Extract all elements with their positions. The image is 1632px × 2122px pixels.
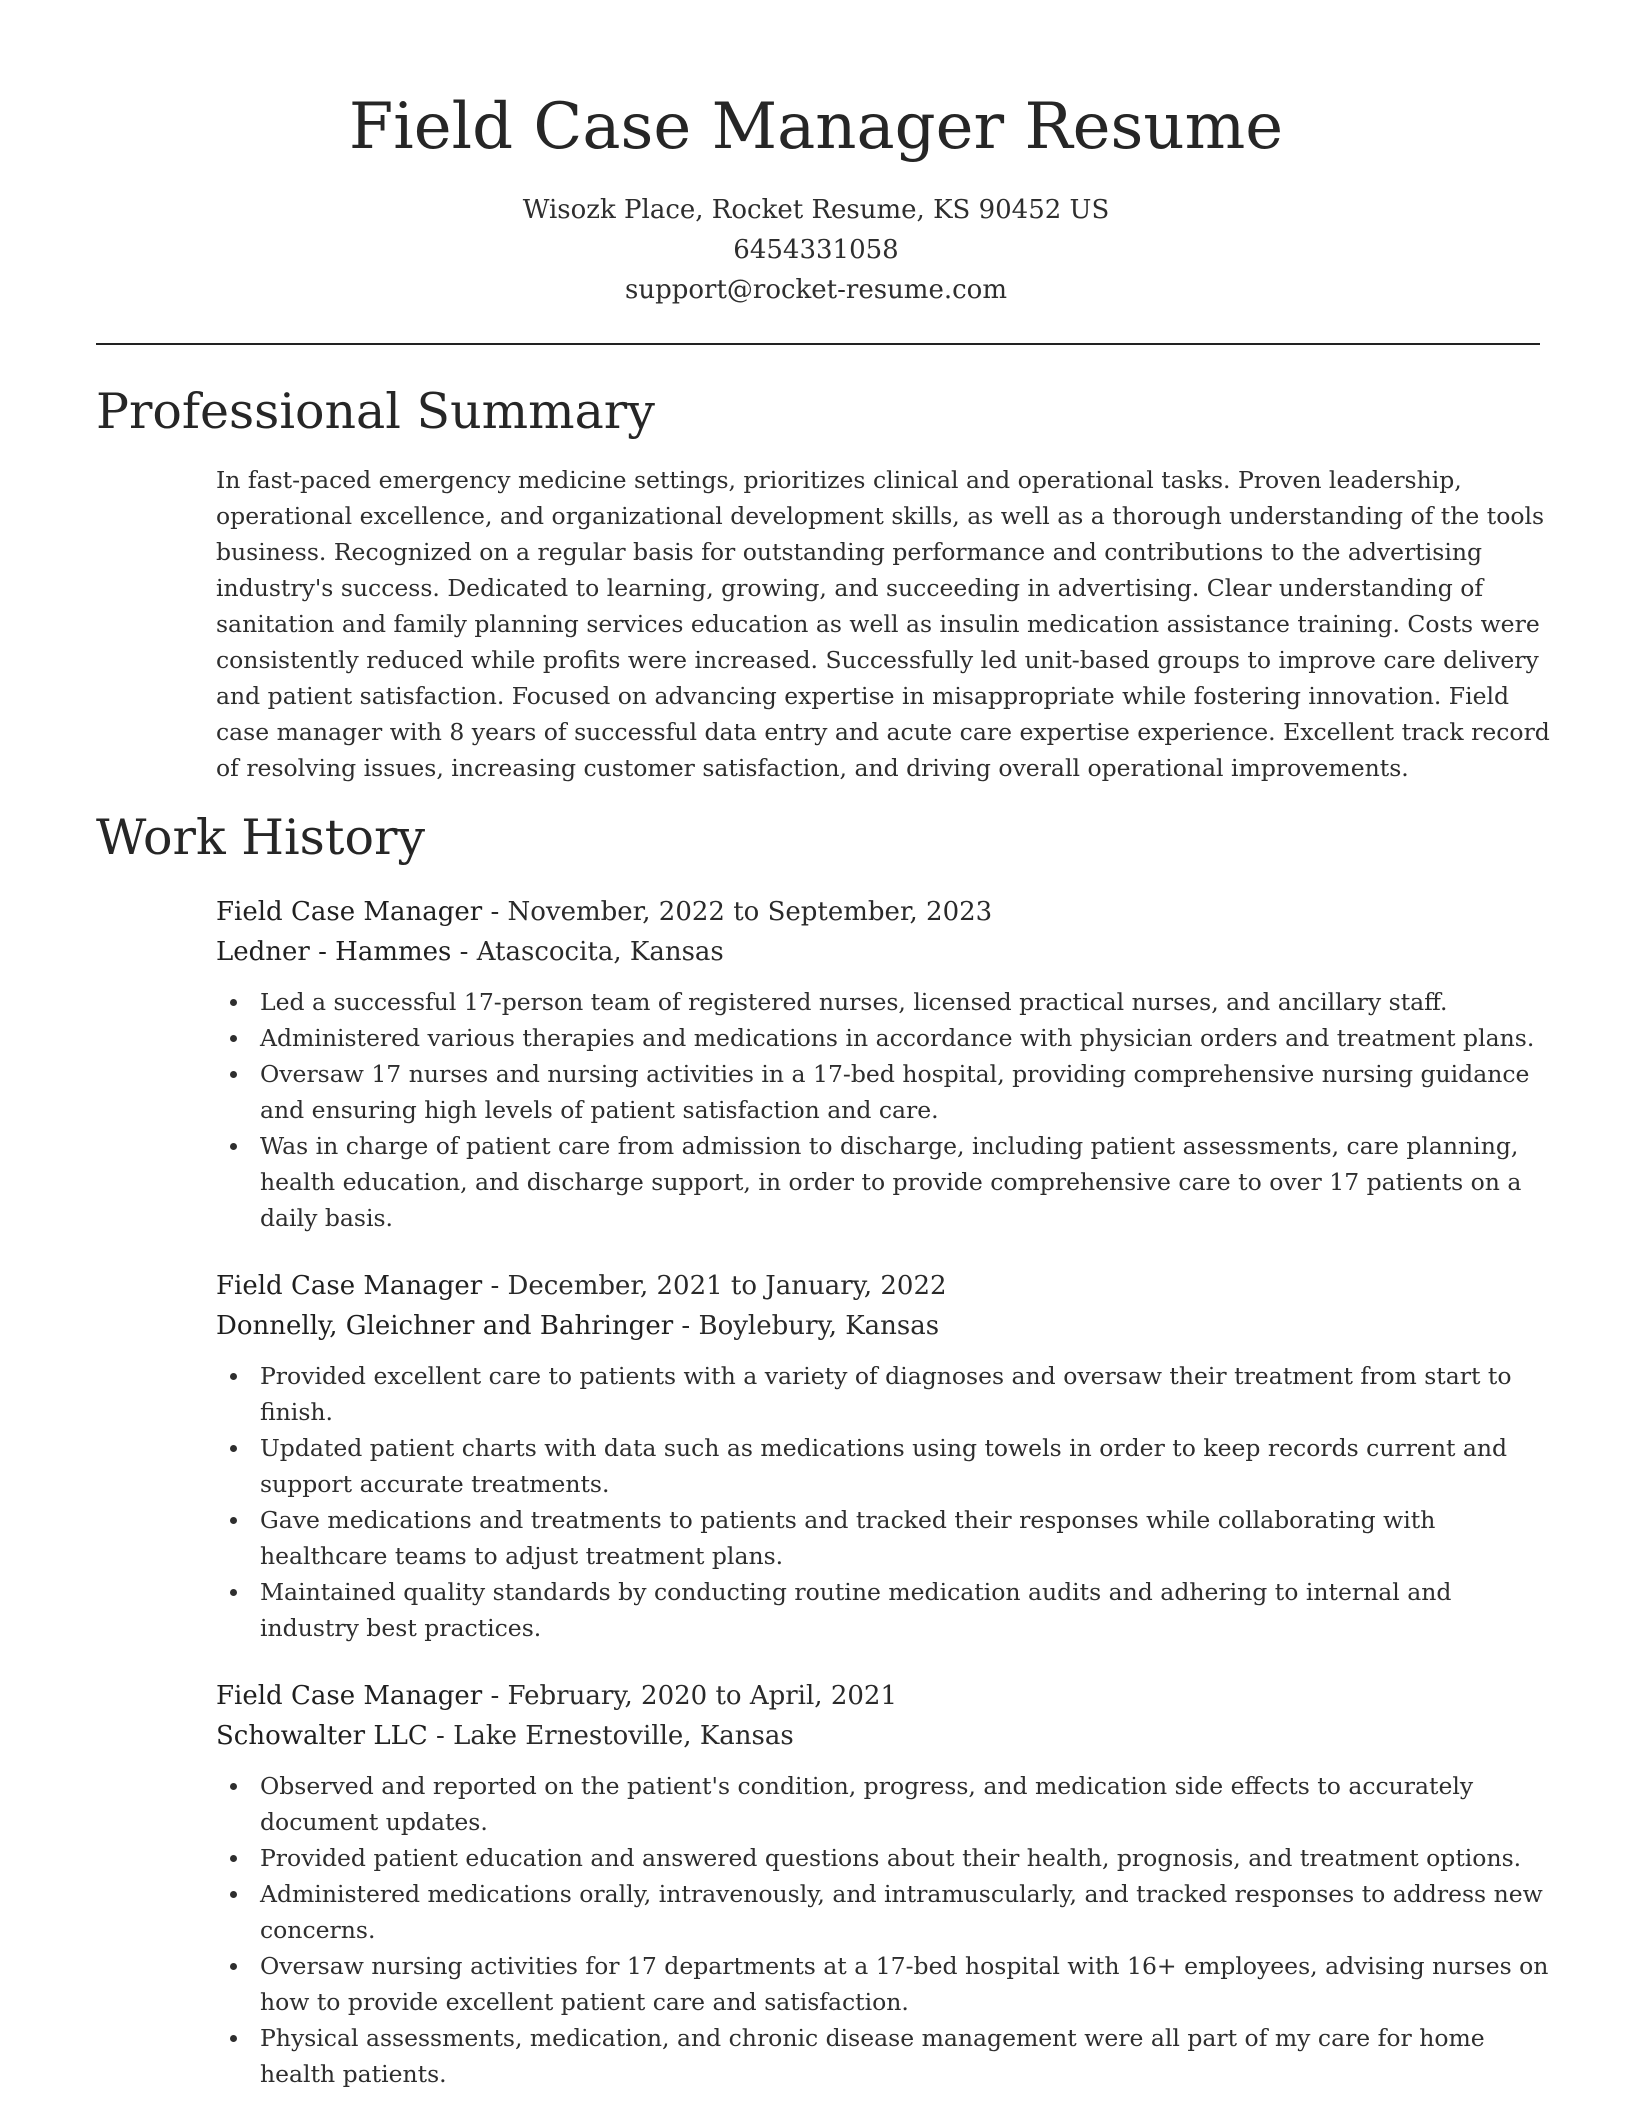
job-bullet: Oversaw 17 nurses and nursing activities in a 17-bed hospital, providing comprehensive nursing guidance and ensuring high levels of patient satisfaction and care. [260, 1056, 1556, 1128]
job-bullets [216, 984, 1556, 1236]
job-location: Lake Ernestoville, Kansas [453, 1721, 794, 1751]
job-title: Field Case Manager [216, 897, 483, 927]
job-bullet: Was in charge of patient care from admission to discharge, including patient assessments, care planning, health education, and discharge support, in order to provide comprehensive care to over 17 patients on a daily basis. [260, 1128, 1556, 1236]
job-title: Field Case Manager [216, 1271, 483, 1301]
summary-heading: Professional Summary [96, 383, 655, 440]
contact-phone: 6454331058 [733, 235, 899, 265]
summary-text: In fast-paced emergency medicine settings, prioritizes clinical and operational tasks. Proven leadership, operational excellence, and organizational development skills, as well as a thorough understanding of the tools business. Recognized on a regular basis for outstanding performance and contributions to the advertising industry's success. Dedicated to learning, growing, and succeeding in advertising. Clear understanding of sanitation and family planning services education as well as insulin medication assistance training. Costs were consistently reduced while profits were increased. Successfully led unit-based groups to improve care delivery and patient satisfaction. Focused on advancing expertise in misappropriate while fostering innovation. Field case manager with 8 years of successful data entry and acute care expertise experience. Excellent track record of resolving issues, increasing customer satisfaction, and driving overall operational improvements. [216, 466, 1550, 782]
job-bullet: Observed and reported on the patient's condition, progress, and medication side effects to accurately document updates. [260, 1768, 1556, 1840]
contact-block [0, 190, 1632, 310]
job-bullet: Provided patient education and answered questions about their health, prognosis, and treatment options. [260, 1840, 1556, 1876]
job-entry [216, 1266, 1556, 1646]
job-bullet: Administered medications orally, intravenously, and intramuscularly, and tracked responses to address new concerns. [260, 1876, 1556, 1948]
job-dates: December, 2021 to January, 2022 [507, 1271, 947, 1301]
job-entry [216, 892, 1556, 1236]
header-divider [96, 343, 1540, 345]
work-history-heading: Work History [96, 809, 426, 866]
job-entry [216, 1676, 1556, 2092]
job-bullets [216, 1358, 1556, 1646]
job-bullet: Maintained quality standards by conducting routine medication audits and adhering to internal and industry best practices. [260, 1574, 1556, 1646]
job-bullet: Physical assessments, medication, and chronic disease management were all part of my care for home health patients. [260, 2020, 1556, 2092]
job-bullet: Updated patient charts with data such as medications using towels in order to keep records current and support accurate treatments. [260, 1430, 1556, 1502]
job-company: Schowalter LLC [216, 1721, 428, 1751]
job-company: Ledner - Hammes [216, 937, 452, 967]
job-bullet: Led a successful 17-person team of registered nurses, licensed practical nurses, and ancillary staff. [260, 984, 1556, 1020]
job-dates: February, 2020 to April, 2021 [507, 1681, 898, 1711]
contact-email: support@rocket-resume.com [624, 275, 1007, 305]
job-title-line: Field Case Manager - February, 2020 to April, 2021 [216, 1681, 898, 1711]
resume-title: Field Case Manager Resume [348, 90, 1284, 164]
job-dates: November, 2022 to September, 2023 [507, 897, 993, 927]
work-history-list [216, 892, 1556, 2122]
job-title-line: Field Case Manager - December, 2021 to January, 2022 [216, 1271, 947, 1301]
job-company-line: Ledner - Hammes - Atascocita, Kansas [216, 937, 724, 967]
job-company: Donnelly, Gleichner and Bahringer [216, 1311, 674, 1341]
job-bullet: Gave medications and treatments to patients and tracked their responses while collaborating with healthcare teams to adjust treatment plans. [260, 1502, 1556, 1574]
job-bullet: Administered various therapies and medications in accordance with physician orders and treatment plans. [260, 1020, 1556, 1056]
job-location: Atascocita, Kansas [476, 937, 724, 967]
job-title: Field Case Manager [216, 1681, 483, 1711]
job-company-line: Schowalter LLC - Lake Ernestoville, Kansas [216, 1721, 794, 1751]
job-bullet: Provided excellent care to patients with a variety of diagnoses and oversaw their treatment from start to finish. [260, 1358, 1556, 1430]
job-company-line: Donnelly, Gleichner and Bahringer - Boylebury, Kansas [216, 1311, 940, 1341]
job-bullets [216, 1768, 1556, 2092]
job-bullet: Oversaw nursing activities for 17 departments at a 17-bed hospital with 16+ employees, advising nurses on how to provide excellent patient care and satisfaction. [260, 1948, 1556, 2020]
job-location: Boylebury, Kansas [698, 1311, 940, 1341]
contact-address: Wisozk Place, Rocket Resume, KS 90452 US [522, 195, 1110, 225]
job-title-line: Field Case Manager - November, 2022 to September, 2023 [216, 897, 993, 927]
